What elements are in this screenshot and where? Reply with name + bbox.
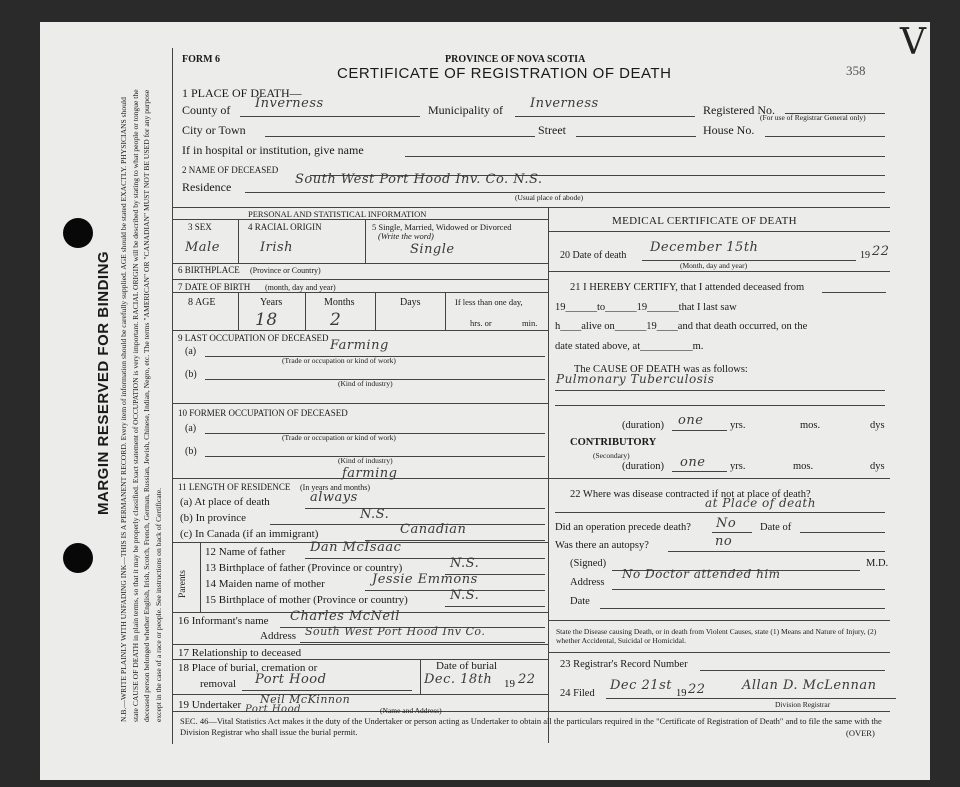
in-province-value: N.S. <box>360 507 390 522</box>
burial-place-line <box>242 690 412 691</box>
birthplace-label: 6 BIRTHPLACE <box>178 265 240 275</box>
col-rule <box>238 219 239 263</box>
duration-label: (duration) <box>622 420 664 431</box>
occupation-value: Farming <box>330 338 389 353</box>
dob-label: 7 DATE OF BIRTH <box>178 282 251 292</box>
filed-label: 24 Filed <box>560 688 595 699</box>
row-rule <box>172 219 548 220</box>
stamp-number: 358 <box>846 63 866 78</box>
row-rule <box>172 644 548 645</box>
registrar-note: (For use of Registrar General only) <box>760 113 866 122</box>
death-date-label: 20 Date of death <box>560 250 627 261</box>
certify-label: 21 I HEREBY CERTIFY, that I attended deceased from <box>570 282 805 293</box>
duration2-line <box>672 471 727 472</box>
row-rule <box>172 263 548 264</box>
street-label: Street <box>538 123 566 137</box>
name-label: 2 NAME OF DECEASED <box>182 165 279 175</box>
at-place-label: (a) At place of death <box>180 496 270 508</box>
mother-bp-line <box>445 606 545 607</box>
duration-line <box>672 430 727 431</box>
death-date-note: (Month, day and year) <box>680 261 748 270</box>
col-rule <box>238 292 239 330</box>
months-value: 2 <box>330 310 342 330</box>
father-value: Dan McIsaac <box>310 540 402 555</box>
left-rule <box>172 48 173 744</box>
filed-year-value: 22 <box>688 682 706 697</box>
city-label: City or Town <box>182 123 246 137</box>
in-province-label: (b) In province <box>180 512 246 524</box>
duration2-label: (duration) <box>622 461 664 472</box>
cause-value: Pulmonary Tuberculosis <box>556 372 715 386</box>
margin-title: MARGIN RESERVED FOR BINDING <box>95 250 112 515</box>
date-line <box>600 608 885 609</box>
former-industry-note: (Kind of industry) <box>338 456 393 465</box>
signed-address-value: No Doctor attended him <box>622 567 781 581</box>
duration-value: one <box>678 413 704 428</box>
personal-heading: PERSONAL AND STATISTICAL INFORMATION <box>248 209 427 219</box>
row-rule <box>172 694 548 695</box>
abode-note: (Usual place of abode) <box>515 193 584 202</box>
county-value: Inverness <box>255 96 324 111</box>
medical-rule <box>548 652 890 653</box>
operation-line <box>712 532 752 533</box>
where-line <box>555 512 885 513</box>
street-line <box>576 136 696 137</box>
address-label: Address <box>570 577 605 588</box>
death-year-value: 22 <box>872 244 890 259</box>
duration2-mos: mos. <box>793 461 814 472</box>
row-rule <box>172 478 548 479</box>
residence-value: South West Port Hood Inv. Co. N.S. <box>295 172 543 187</box>
former-occupation-label: 10 FORMER OCCUPATION OF DECEASED <box>178 408 348 418</box>
residence-label: Residence <box>182 180 232 194</box>
col-rule <box>375 292 376 330</box>
binding-hole <box>63 543 93 573</box>
undertaker-note: (Name and Address) <box>380 706 442 715</box>
dob-note: (month, day and year) <box>265 283 336 292</box>
industry-note: (Kind of industry) <box>338 379 393 388</box>
age-label: 8 AGE <box>188 297 216 308</box>
mother-birthplace-label: 15 Birthplace of mother (Province or country) <box>205 594 408 606</box>
at-place-line <box>305 508 545 509</box>
years-value: 18 <box>255 310 278 330</box>
county-line <box>240 116 420 117</box>
former-b-label: (b) <box>185 446 197 457</box>
municipality-line <box>515 116 695 117</box>
years-label: Years <box>260 297 283 308</box>
filed-value: Dec 21st <box>610 678 672 693</box>
operation-label: Did an operation precede death? <box>555 522 691 533</box>
filed-year-prefix: 19 <box>676 688 687 699</box>
racial-value: Irish <box>260 240 294 255</box>
form-number: FORM 6 <box>182 54 221 65</box>
section-rule <box>172 207 890 208</box>
province-heading: PROVINCE OF NOVA SCOTIA <box>445 54 586 65</box>
municipality-value: Inverness <box>530 96 599 111</box>
burial-year-prefix: 19 <box>504 678 515 690</box>
mother-label: 14 Maiden name of mother <box>205 578 325 590</box>
mother-birthplace-value: N.S. <box>450 588 480 603</box>
informant-label: 16 Informant's name <box>178 615 269 627</box>
months-label: Months <box>324 297 355 308</box>
residence-length-label: 11 LENGTH OF RESIDENCE <box>178 482 291 492</box>
certificate-title: CERTIFICATE OF REGISTRATION OF DEATH <box>337 65 672 82</box>
undertaker-address: Port Hood <box>245 704 301 715</box>
medical-rule <box>548 271 890 272</box>
county-label: County of <box>182 103 231 117</box>
autopsy-line <box>668 551 885 552</box>
burial-label: 18 Place of burial, cremation or <box>178 662 318 674</box>
former-a-label: (a) <box>185 423 197 434</box>
address-line <box>612 589 885 590</box>
min-label: min. <box>522 318 538 328</box>
hrs-label: hrs. or <box>470 318 492 328</box>
where-contracted-label: 22 Where was disease contracted if not at place of death? <box>570 489 811 500</box>
burial-date-value: Dec. 18th <box>424 672 493 687</box>
over-label: (OVER) <box>846 728 875 738</box>
date-of-line <box>800 532 885 533</box>
date-of-label: Date of <box>760 522 792 533</box>
former-occupation-value: farming <box>342 466 398 481</box>
sex-label: 3 SEX <box>188 222 212 232</box>
father-label: 12 Name of father <box>205 546 286 558</box>
residence-length-note: (In years and months) <box>300 483 370 492</box>
parents-rule <box>200 542 201 612</box>
father-line <box>305 558 545 559</box>
operation-value: No <box>716 516 737 531</box>
medical-rule <box>548 620 890 621</box>
check-mark: V <box>900 22 927 63</box>
certify-alive-line: h____alive on______19____and that death occurred, on the <box>555 321 808 332</box>
house-label: House No. <box>703 123 755 137</box>
signed-label: (Signed) <box>570 558 607 569</box>
racial-label: 4 RACIAL ORIGIN <box>248 222 322 232</box>
col-rule <box>420 659 421 694</box>
relationship-label: 17 Relationship to deceased <box>178 647 302 659</box>
violent-note: State the Disease causing Death, or in death from Violent Causes, state (1) Means and Nature of Injury, (2) whether Accidental, Suicidal or Homicidal. <box>556 627 877 645</box>
duration2-value: one <box>680 455 706 470</box>
occ-b-label: (b) <box>185 369 197 380</box>
days-label: Days <box>400 297 421 308</box>
in-canada-label: (c) In Canada (if an immigrant) <box>180 528 319 540</box>
removal-label: removal <box>200 678 237 690</box>
parents-label: Parents <box>178 570 188 598</box>
medical-rule <box>548 231 890 232</box>
sex-value: Male <box>185 240 220 255</box>
status-value: Single <box>410 242 455 257</box>
death-date-value: December 15th <box>650 240 759 255</box>
burial-year-value: 22 <box>518 672 536 687</box>
occ-a-label: (a) <box>185 346 197 357</box>
death-date-line <box>642 260 856 261</box>
autopsy-value: no <box>715 534 733 549</box>
section-46-notice: SEC. 46—Vital Statistics Act makes it the duty of the Undertaker or person acting as Undertaker to obtain all the particulars required in the "Certificate of Registration of Death" and to file the same with the Division Registrar who shall issue the burial permit. <box>180 716 882 737</box>
col-rule <box>305 292 306 330</box>
former-trade-note: (Trade or occupation or kind of work) <box>282 433 396 442</box>
autopsy-label: Was there an autopsy? <box>555 540 649 551</box>
record-number-label: 23 Registrar's Record Number <box>560 659 688 670</box>
hospital-label: If in hospital or institution, give name <box>182 143 364 157</box>
row-rule <box>172 279 548 280</box>
cause-label: The CAUSE OF DEATH was as follows: <box>574 364 748 375</box>
city-line <box>265 136 535 137</box>
medical-heading: MEDICAL CERTIFICATE OF DEATH <box>612 215 797 227</box>
trade-note: (Trade or occupation or kind of work) <box>282 356 396 365</box>
duration-mos: mos. <box>800 420 821 431</box>
burial-date-label: Date of burial <box>436 660 498 672</box>
duration-dys: dys <box>870 420 885 431</box>
binding-hole <box>63 218 93 248</box>
death-year-prefix: 19 <box>860 250 870 261</box>
in-canada-value: Canadian <box>400 522 467 537</box>
row-rule <box>172 292 548 293</box>
certify-line <box>822 292 886 293</box>
row-rule <box>172 403 548 404</box>
md-label: M.D. <box>866 558 889 569</box>
status-note: (Write the word) <box>378 231 434 241</box>
where-contracted-value: at Place of death <box>705 496 816 510</box>
informant-address-line <box>300 642 545 643</box>
date-label: Date <box>570 596 590 607</box>
contributory-label: CONTRIBUTORY <box>570 437 657 448</box>
at-place-value: always <box>310 490 358 505</box>
undertaker-label: 19 Undertaker <box>178 699 242 711</box>
house-line <box>765 136 885 137</box>
birthplace-note: (Province or Country) <box>250 266 321 275</box>
record-line <box>700 670 885 671</box>
filed-line <box>606 698 896 699</box>
undertaker-value: Neil McKinnon <box>260 693 351 706</box>
date-stated-line: date stated above, at__________m. <box>555 341 704 352</box>
duration2-yrs: yrs. <box>730 461 746 472</box>
registered-label: Registered No. <box>703 103 775 117</box>
place-of-death-heading: 1 PLACE OF DEATH— <box>182 86 302 100</box>
informant-address-value: South West Port Hood Inv Co. <box>305 625 486 638</box>
division-registrar-note: Division Registrar <box>775 700 831 709</box>
registrar-signature: Allan D. McLennan <box>742 678 877 693</box>
col-rule <box>365 219 366 263</box>
last-occupation-label: 9 LAST OCCUPATION OF DECEASED <box>178 333 329 343</box>
mother-value: Jessie Emmons <box>372 572 478 587</box>
certify-to-line: 19______to______19______that I last saw <box>555 302 737 313</box>
less-than-label: If less than one day, <box>455 297 523 307</box>
hospital-line <box>405 156 885 157</box>
informant-value: Charles McNeil <box>290 609 400 624</box>
municipality-label: Municipality of <box>428 103 503 117</box>
father-birthplace-label: 13 Birthplace of father (Province or country) <box>205 562 403 574</box>
margin-instructions: N.B.—WRITE PLAINLY WITH UNFADING INK—THIS IS A PERMANENT RECORD. Every item of information should be carefully supplied. AGE should be stated EXACTLY. PHYSICIANS should state CAUSE OF DEATH in plain terms, so that it may be properly classified. Exact statement of OCCUPATION is very important. RACIAL ORIGIN will be described by stating to what people or tongue the deceased person belonged whether English, Irish, Scotch, French, German, Russian, Jewish, Chinese, Indian, Negro, etc. The terms "AMERICAN" OR "CANADIAN" MUST NOT BE USED for any purpose except in the case of a race or people. See instructions on back of Certificate. <box>119 89 163 722</box>
cause-line <box>555 390 885 391</box>
column-divider <box>548 207 549 743</box>
col-rule <box>445 292 446 330</box>
medical-rule <box>548 478 890 479</box>
father-birthplace-value: N.S. <box>450 556 480 571</box>
status-label: 5 Single, Married, Widowed or Divorced <box>372 222 512 232</box>
duration-yrs: yrs. <box>730 420 746 431</box>
informant-address-label: Address <box>260 630 297 642</box>
burial-place-value: Port Hood <box>255 672 327 687</box>
row-rule <box>172 330 548 331</box>
secondary-note: (Secondary) <box>593 451 630 460</box>
duration2-dys: dys <box>870 461 885 472</box>
cause-line-2 <box>555 405 885 406</box>
